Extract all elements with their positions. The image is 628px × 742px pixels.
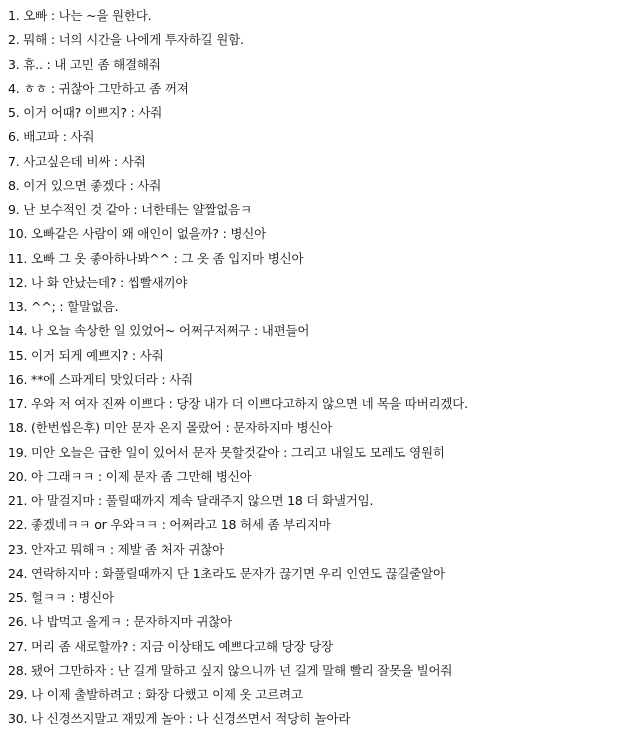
list-item: 2. 뭐해 : 너의 시간을 나에게 투자하길 원함. [8, 32, 244, 48]
list-item: 6. 배고파 : 사줘 [8, 129, 95, 145]
list-item: 5. 이거 어때? 이쁘지? : 사줘 [8, 105, 163, 120]
list-item: 3. 휴.. : 내 고민 좀 해결해줘 [8, 56, 161, 72]
list-item: 18. (한번씹은후) 미안 문자 온지 몰랐어 : 문자하지마 병신아 [8, 420, 333, 436]
list-item: 7. 사고싶은데 비싸 : 사줘 [8, 153, 146, 169]
list-item: 30. 나 신경쓰지말고 재밌게 놀아 : 나 신경쓰면서 적당히 놀아라 [8, 711, 351, 727]
list-item: 14. 나 오늘 속상한 일 있었어~ 어쩌구저쩌구 : 내편들어 [8, 323, 310, 339]
list-item: 23. 안자고 뭐해ㅋ : 제발 좀 처자 귀찮아 [8, 541, 224, 557]
list-item: 16. **에 스파게티 맛있더라 : 사줘 [8, 371, 193, 387]
list-item: 28. 됐어 그만하자 : 난 길게 말하고 싶지 않으니까 넌 길게 말해 빨리 잘못을 빌어줘 [8, 662, 453, 678]
list-item: 26. 나 밥먹고 올게ㅋ : 문자하지마 귀찮아 [8, 614, 233, 630]
list-item: 17. 우와 저 여자 진짜 이쁘다 : 당장 내가 더 이쁘다고하지 않으면 네 목을 따버리겠다. [8, 396, 468, 411]
list-item: 15. 이거 되게 예쁘지? : 사줘 [8, 347, 164, 363]
list-item: 21. 아 말걸지마 : 풀릴때까지 계속 달래주지 않으면 18 더 화낼거임. [8, 493, 374, 508]
list-item: 29. 나 이제 출발하려고 : 화장 다했고 이제 옷 고르려고 [8, 687, 303, 702]
list-item: 1. 오빠 : 나는 ~을 원한다. [8, 8, 152, 23]
list-item: 10. 오빠같은 사람이 왜 애인이 없을까? : 병신아 [8, 226, 267, 242]
list-item: 13. ^^; : 할말없음. [8, 299, 119, 314]
list-item: 27. 머리 좀 새로할까? : 지금 이상태도 예쁘다고해 당장 당장 [8, 638, 333, 654]
list-item: 9. 난 보수적인 것 같아 : 너한테는 얄짤없음ㅋ [8, 202, 252, 217]
list-item: 25. 헐ㅋㅋ : 병신아 [8, 590, 114, 605]
list-item: 20. 아 그래ㅋㅋ : 이제 문자 좀 그만해 병신아 [8, 468, 252, 484]
list-item: 4. ㅎㅎ : 귀찮아 그만하고 좀 꺼져 [8, 80, 189, 96]
list-item: 12. 나 화 안났는데? : 씹빨새끼야 [8, 274, 188, 290]
list-item: 8. 이거 있으면 좋겠다 : 사줘 [8, 177, 162, 193]
list-item: 24. 연락하지마 : 화풀릴때까지 단 1초라도 문자가 끊기면 우리 인연도 끊길줄알아 [8, 565, 445, 581]
numbered-list [8, 4, 624, 732]
list-item: 11. 오빠 그 옷 좋아하나봐^^ : 그 옷 좀 입지마 병신아 [8, 250, 304, 266]
list-item: 22. 좋겠네ㅋㅋ or 우와ㅋㅋ : 어쩌라고 18 허세 좀 부리지마 [8, 517, 331, 533]
list-item: 19. 미안 오늘은 급한 일이 있어서 문자 못할것같아 : 그리고 내일도 모레도 영원히 [8, 444, 445, 460]
